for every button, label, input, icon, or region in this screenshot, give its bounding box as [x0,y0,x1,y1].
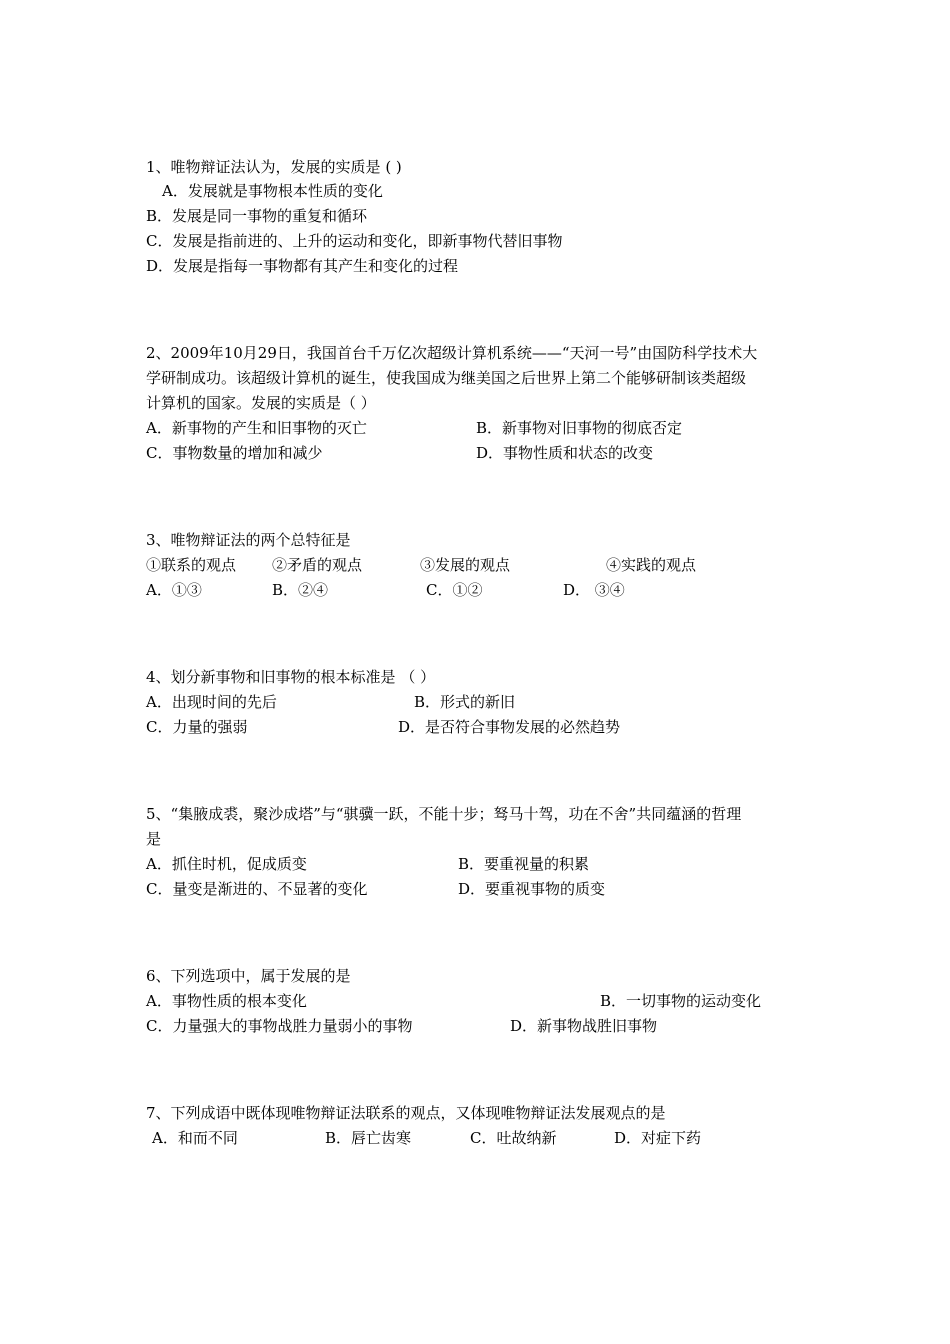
option-d: D．是否符合事物发展的必然趋势 [398,718,621,736]
question-stem: 6、下列选项中，属于发展的是 [146,967,351,985]
question-stem-cont: 计算机的国家。发展的实质是（ ） [146,394,376,412]
item-1: ①联系的观点 [146,556,237,574]
option-b: B．形式的新旧 [414,693,516,711]
option-a: A．新事物的产生和旧事物的灭亡 [146,419,367,437]
question-stem: 3、唯物辩证法的两个总特征是 [146,531,351,549]
question-stem-cont: 是 [146,830,162,848]
option-b: B．发展是同一事物的重复和循环 [146,207,368,225]
option-b: B．②④ [272,581,329,599]
option-c: C．量变是渐进的、不显著的变化 [146,880,368,898]
question-stem: 7、下列成语中既体现唯物辩证法联系的观点，又体现唯物辩证法发展观点的是 [146,1104,666,1122]
option-b: B．新事物对旧事物的彻底否定 [476,419,683,437]
option-b: B．唇亡齿寒 [325,1129,412,1147]
option-c: C．①② [426,581,483,599]
option-a: A．事物性质的根本变化 [146,992,307,1010]
option-d: D． ③④ [563,581,625,599]
option-c: C．力量的强弱 [146,718,248,736]
option-a: A．出现时间的先后 [146,693,277,711]
option-a: A．和而不同 [152,1129,238,1147]
question-stem: 1、唯物辩证法认为，发展的实质是 ( ) [146,158,402,176]
option-d: D．事物性质和状态的改变 [476,444,654,462]
option-c: C．吐故纳新 [470,1129,557,1147]
option-c: C．力量强大的事物战胜力量弱小的事物 [146,1017,413,1035]
option-a: A．抓住时机，促成质变 [146,855,307,873]
item-4: ④实践的观点 [606,556,697,574]
option-d: D．对症下药 [614,1129,702,1147]
option-b: B．一切事物的运动变化 [600,992,762,1010]
question-stem: 2、2009年10月29日，我国首台千万亿次超级计算机系统——“天河一号”由国防科学技术大 [146,344,758,362]
option-c: C．发展是指前进的、上升的运动和变化，即新事物代替旧事物 [146,232,563,250]
item-2: ②矛盾的观点 [272,556,363,574]
option-d: D．要重视事物的质变 [458,880,606,898]
option-d: D．发展是指每一事物都有其产生和变化的过程 [146,257,459,275]
option-a: A．发展就是事物根本性质的变化 [162,182,383,200]
option-a: A．①③ [146,581,202,599]
option-b: B．要重视量的积累 [458,855,590,873]
option-d: D．新事物战胜旧事物 [510,1017,658,1035]
option-c: C．事物数量的增加和减少 [146,444,323,462]
question-stem: 4、划分新事物和旧事物的根本标准是 （ ） [146,668,436,686]
question-stem-cont: 学研制成功。该超级计算机的诞生，使我国成为继美国之后世界上第二个能够研制该类超级 [146,369,747,387]
item-3: ③发展的观点 [420,556,511,574]
question-stem: 5、“集腋成裘，聚沙成塔”与“骐骥一跃，不能十步；驽马十驾，功在不舍”共同蕴涵的哲理 [146,805,742,823]
